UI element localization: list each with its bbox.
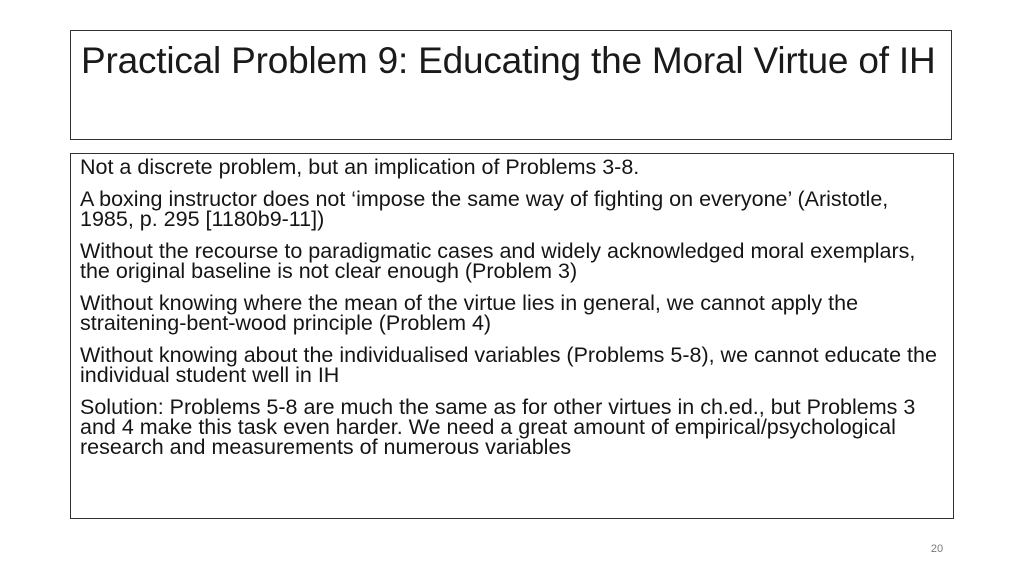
bullet-item: Not a discrete problem, but an implication of Problems 3-8. xyxy=(80,155,640,179)
bullet-list xyxy=(80,154,945,457)
bullet-item: Without knowing where the mean of the virtue lies in general, we cannot apply the straitening-bent-wood principle (Problem 4) xyxy=(80,291,859,335)
bullet-item: Without the recourse to paradigmatic cases and widely acknowledged moral exemplars, the original baseline is not clear enough (Problem 3) xyxy=(80,239,916,283)
bullet-item: Without knowing about the individualised variables (Problems 5-8), we cannot educate the individual student well in IH xyxy=(80,343,937,387)
bullet-item: Solution: Problems 5-8 are much the same as for other virtues in ch.ed., but Problems 3 and 4 make this task even harder. We need a great amount of empirical/psychological research and measurements of numerous variables xyxy=(80,395,916,459)
slide-title: Practical Problem 9: Educating the Moral Virtue of IH xyxy=(81,40,936,81)
content-box xyxy=(70,153,954,519)
bullet-item: A boxing instructor does not ‘impose the same way of fighting on everyone’ (Aristotle, 1985, p. 295 [1180b9-11]) xyxy=(80,187,889,231)
title-box xyxy=(70,30,952,140)
page-number: 20 xyxy=(930,543,944,555)
